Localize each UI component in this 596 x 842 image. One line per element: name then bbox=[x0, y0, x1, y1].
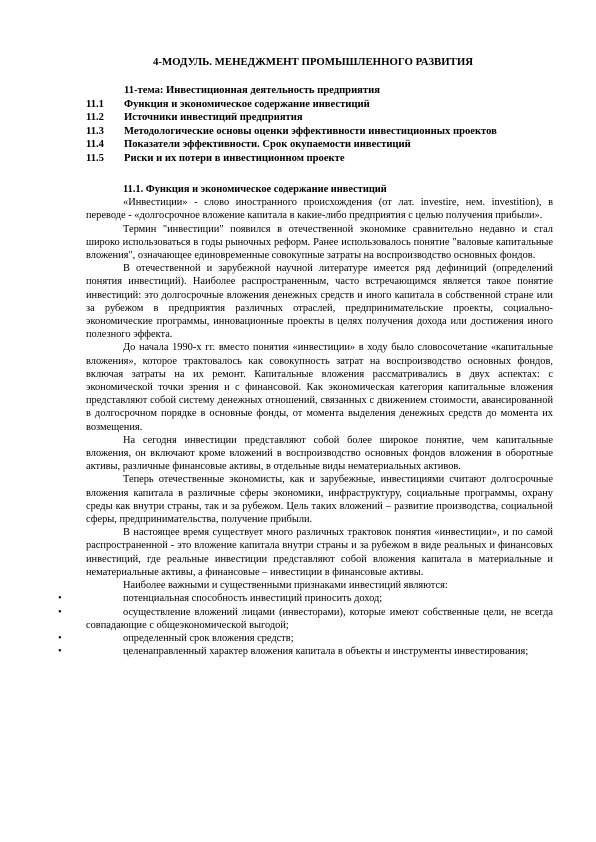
bullet-icon: • bbox=[58, 632, 62, 644]
toc-item-text: Показатели эффективности. Срок окупаемости инвестиций bbox=[124, 139, 411, 151]
paragraph: В отечественной и зарубежной научной литературе имеется ряд дефиниций (определений понятия инвестиций). Наиболее распространенным, часто встречающимся является такое понятие инвестиций: это долгосрочные вложения денежных средств и иного капитала в собственной стране или за рубежом в предприятия различных отраслей, предпринимательские проекты, социально-экономические программы, инновационные проекты в целях получения дохода или достижения иного полезного эффекта. bbox=[86, 263, 553, 341]
bullet-item bbox=[58, 592, 553, 605]
bullet-item bbox=[58, 645, 553, 658]
list-intro: Наиболее важными и существенными признаками инвестиций являются: bbox=[123, 580, 448, 592]
bullet-item bbox=[58, 606, 553, 632]
toc-item-text: Источники инвестиций предприятия bbox=[124, 112, 303, 124]
toc-item-text: Функция и экономическое содержание инвестиций bbox=[124, 99, 370, 110]
paragraph: Термин "инвестиции" появился в отечественной экономике сравнительно недавно и стал широко использоваться в годы рыночных реформ. Ранее использовалось понятие "валовые капитальные вложения", означающее единовременные совокупные затраты на воспроизводство основных фондов. bbox=[86, 223, 553, 262]
toc-item-text: Методологические основы оценки эффективности инвестиционных проектов bbox=[124, 125, 497, 137]
bullet-icon: • bbox=[58, 606, 62, 618]
paragraph: На сегодня инвестиции представляют собой более широкое понятие, чем капитальные вложения, он включают кроме вложений в воспроизводство основных фондов вложения в оборотные активы, различные финансовые активы, в отдельные виды нематериальных активов. bbox=[86, 434, 553, 473]
paragraph: До начала 1990-х гг. вместо понятия «инвестиции» в ходу было словосочетание «капитальные вложения», которое трактовалось как совокупность затрат на воспроизводство основных фондов, включая затраты на их ремонт. Капитальные вложения рассматривались в двух аспектах: с экономической точки зрения и с финансовой. Как экономическая категория капитальные вложения представляют собой систему денежных отношений, связанных с движением стоимости, авансированной в долгосрочном порядке в основные фонды, от момента выделения денежных средств до момента их возмещения. bbox=[86, 342, 553, 433]
toc-item-number: 11.4 bbox=[86, 139, 104, 151]
bullet-text: определенный срок вложения средств; bbox=[123, 632, 294, 644]
toc-item bbox=[86, 138, 556, 151]
bullet-text: целенаправленный характер вложения капитала в объекты и инструменты инвестирования; bbox=[123, 646, 529, 658]
bullet-text: осуществление вложений лицами (инвесторами), которые имеют собственные цели, не всегда совпадающие с общеэкономической выгодой; bbox=[86, 606, 553, 631]
table-of-contents bbox=[86, 98, 556, 165]
toc-item bbox=[86, 125, 556, 138]
bullet-icon: • bbox=[58, 646, 62, 658]
paragraph: В настоящее время существует много различных трактовок понятия «инвестиции», и по самой распространенной - это вложение капитала внутри страны и за рубежом в виде реальных и финансовых инвестиций, где реальные инвестиции представляют собой вложения капитала в материальные и нематериальные активы, а финансовые – инвестиции в финансовые активы. bbox=[86, 527, 553, 578]
module-title: 4-МОДУЛЬ. МЕНЕДЖМЕНТ ПРОМЫШЛЕННОГО РАЗВИТИЯ bbox=[152, 56, 474, 68]
paragraph: «Инвестиции» - слово иностранного происхождения (от лат. investire, нем. investition), в переводе - «долгосрочное вложение капитала в какие-либо предприятия с целью получения прибыли». bbox=[86, 197, 553, 222]
toc-item-number: 11.1 bbox=[86, 99, 104, 110]
toc-item bbox=[86, 152, 556, 165]
toc-item bbox=[86, 111, 556, 124]
bullet-item bbox=[58, 632, 553, 645]
paragraph: Теперь отечественные экономисты, как и зарубежные, инвестициями считают долгосрочные вложения капитала в различные сферы экономики, инфраструктуру, социальные программы, охрану среды как внутри страны, так и за рубежом. Цель таких вложений – развитие производства, социальной сферы, предпринимательства, получение прибыли. bbox=[86, 474, 553, 526]
toc-item-number: 11.5 bbox=[86, 152, 104, 164]
toc-item-text: Риски и их потери в инвестиционном проекте bbox=[124, 152, 345, 164]
document-body bbox=[58, 183, 553, 658]
toc-item bbox=[86, 98, 556, 111]
section-heading: 11.1. Функция и экономическое содержание инвестиций bbox=[123, 184, 387, 195]
topic-title: 11-тема: Инвестиционная деятельность предприятия bbox=[124, 85, 380, 96]
bullet-text: потенциальная способность инвестиций приносить доход; bbox=[123, 593, 383, 605]
toc-item-number: 11.2 bbox=[86, 112, 104, 124]
toc-item-number: 11.3 bbox=[86, 125, 104, 137]
bullet-icon: • bbox=[58, 593, 62, 605]
